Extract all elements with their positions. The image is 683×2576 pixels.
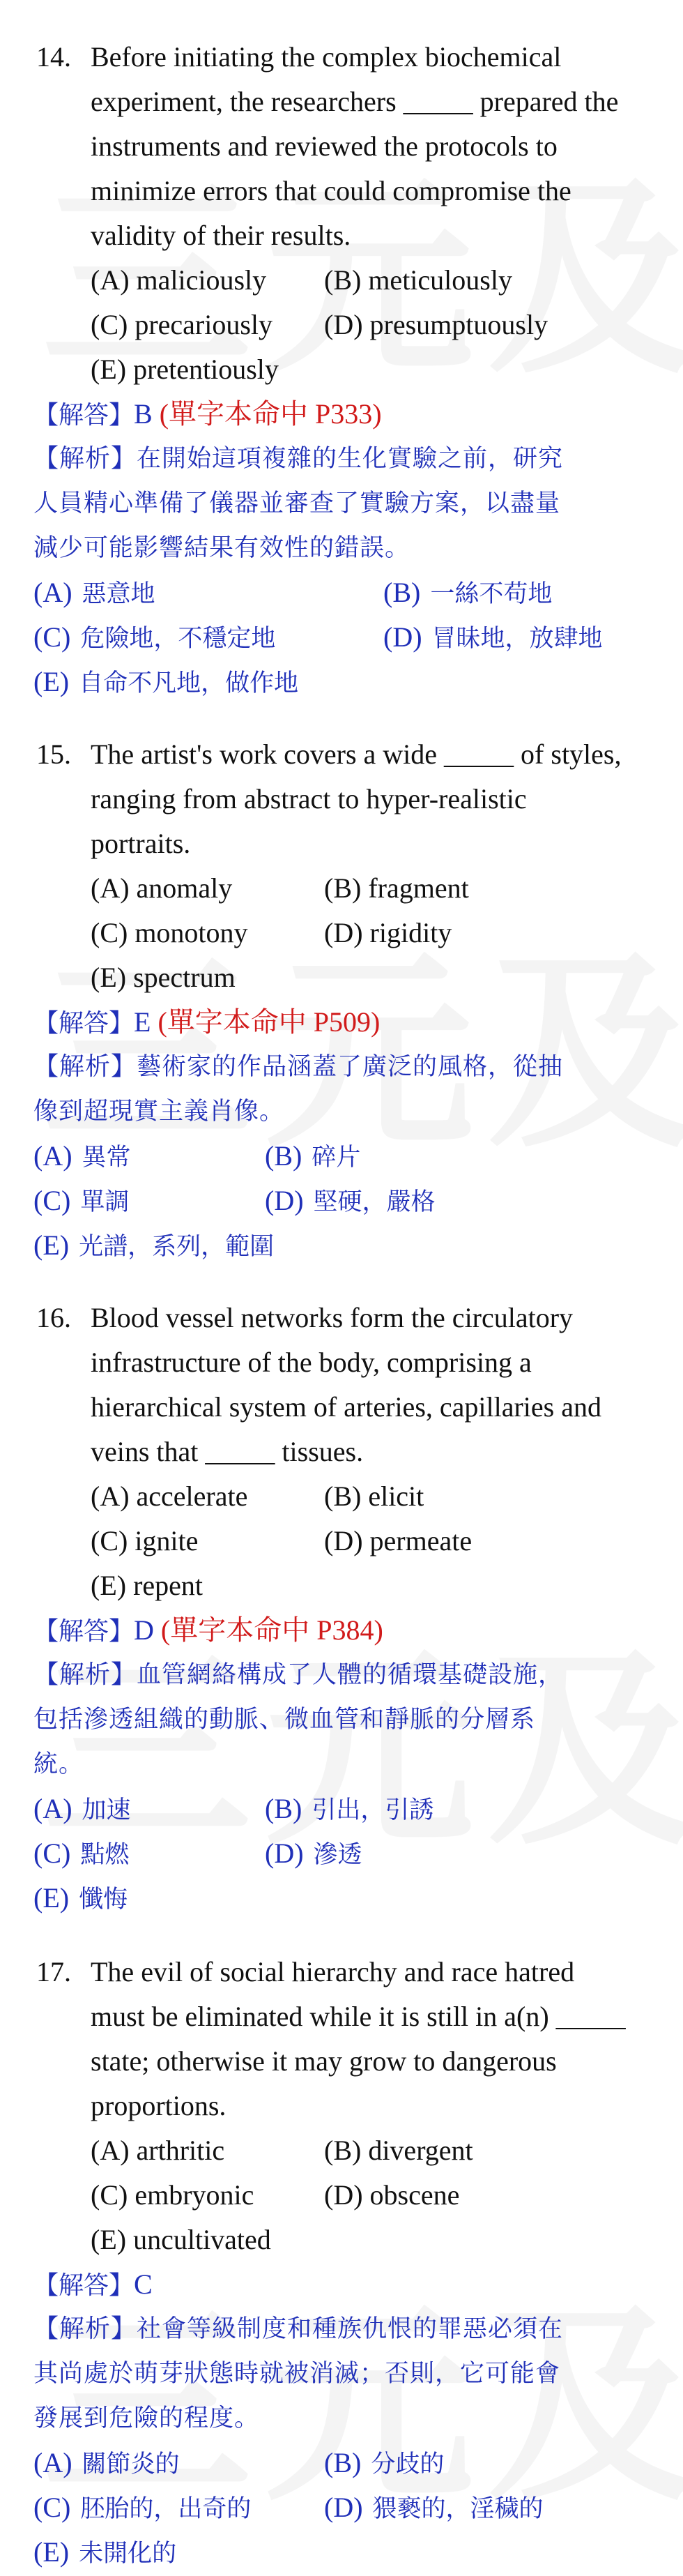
translation-c: (C) 危險地，不穩定地 <box>33 621 276 653</box>
option-e: (E) uncultivated <box>91 2224 271 2255</box>
translation-a: (A) 惡意地 <box>33 577 155 608</box>
answer-key: C <box>134 2268 153 2300</box>
option-e: (E) spectrum <box>91 962 236 993</box>
option-a: (A) anomaly <box>91 872 233 904</box>
translation-d: (D) 堅硬，嚴格 <box>265 1185 436 1216</box>
question-number: 17. <box>36 1956 71 1987</box>
translation-c: (C) 胚胎的，出奇的 <box>33 2492 252 2523</box>
option-a: (A) accelerate <box>91 1480 248 1512</box>
translation-e: (E) 光譜，系列，範圍 <box>33 1229 275 1261</box>
question-stem: The evil of social hierarchy and race hatred must be eliminated while it is still in a(n) _____ state; otherwise it may grow to dangerous proportions. <box>91 1956 626 2121</box>
question-number: 16. <box>36 1302 71 1333</box>
translation-d: (D) 猥褻的，淫穢的 <box>324 2492 544 2523</box>
option-a: (A) maliciously <box>91 264 267 296</box>
explanation: 【解析】社會等級制度和種族仇恨的罪惡必須在 其尚處於萌芽狀態時就被消滅；否則，它可能會 發展到危險的程度。 <box>33 2314 564 2432</box>
option-d: (D) permeate <box>324 1525 473 1556</box>
question-stem: The artist's work covers a wide _____ of styles, ranging from abstract to hyper-realistic portraits. <box>91 738 622 859</box>
option-d: (D) rigidity <box>324 917 452 948</box>
option-b: (B) meticulously <box>324 264 512 296</box>
option-d: (D) obscene <box>324 2179 460 2211</box>
answer-line: 【解答】D (單字本命中 P384) <box>33 1614 383 1646</box>
translation-e: (E) 懺悔 <box>33 1882 128 1914</box>
option-d: (D) presumptuously <box>324 309 548 340</box>
option-e: (E) repent <box>91 1570 204 1601</box>
translation-b: (B) 碎片 <box>265 1140 361 1172</box>
answer-reference: (單字本命中 P509) <box>158 1006 381 1038</box>
option-b: (B) divergent <box>324 2135 473 2166</box>
translation-a: (A) 異常 <box>33 1140 131 1172</box>
translation-d: (D) 冒昧地，放肆地 <box>383 621 603 653</box>
explanation: 【解析】藝術家的作品涵蓋了廣泛的風格，從抽 像到超現實主義肖像。 <box>33 1052 564 1126</box>
option-c: (C) precariously <box>91 309 273 340</box>
answer-line: 【解答】C <box>33 2268 153 2300</box>
answer-key: D <box>134 1614 154 1646</box>
option-c: (C) ignite <box>91 1525 199 1556</box>
translation-d: (D) 滲透 <box>265 1838 362 1869</box>
answer-reference: (單字本命中 P333) <box>159 398 382 430</box>
option-e: (E) pretentiously <box>91 354 279 385</box>
translation-c: (C) 點燃 <box>33 1838 130 1869</box>
answer-key: B <box>134 398 153 430</box>
option-c: (C) monotony <box>91 917 248 948</box>
answer-key: E <box>134 1006 151 1038</box>
option-a: (A) arthritic <box>91 2135 225 2166</box>
translation-c: (C) 單調 <box>33 1185 130 1216</box>
answer-line: 【解答】B (單字本命中 P333) <box>33 398 382 430</box>
answer-line: 【解答】E (單字本命中 P509) <box>33 1006 381 1038</box>
option-c: (C) embryonic <box>91 2179 254 2211</box>
explanation: 【解析】在開始這項複雜的生化實驗之前，研究 人員精心準備了儀器並審查了實驗方案，以盡量 減少可能影響結果有效性的錯誤。 <box>33 444 564 562</box>
translation-a: (A) 關節炎的 <box>33 2447 180 2478</box>
translation-b: (B) 一絲不苟地 <box>383 577 553 608</box>
option-b: (B) elicit <box>324 1480 424 1512</box>
question-stem: Before initiating the complex biochemical experiment, the researchers _____ prepared the instruments and reviewed the protocols to minimize errors that could compromise the validity of their results. <box>91 41 619 251</box>
option-b: (B) fragment <box>324 872 469 904</box>
translation-a: (A) 加速 <box>33 1793 131 1824</box>
question-number: 15. <box>36 738 71 770</box>
translation-e: (E) 未開化的 <box>33 2536 177 2568</box>
question-stem: Blood vessel networks form the circulatory infrastructure of the body, comprising a hierarchical system of arteries, capillaries and veins that _____ tissues. <box>91 1302 601 1467</box>
translation-b: (B) 分歧的 <box>324 2447 445 2478</box>
translation-e: (E) 自命不凡地，做作地 <box>33 666 299 697</box>
question-number: 14. <box>36 41 71 73</box>
answer-reference: (單字本命中 P384) <box>160 1614 383 1646</box>
translation-b: (B) 引出，引誘 <box>265 1793 434 1824</box>
explanation: 【解析】血管網絡構成了人體的循環基礎設施， 包括滲透組織的動脈、微血管和靜脈的分層系 統。 <box>33 1660 564 1778</box>
